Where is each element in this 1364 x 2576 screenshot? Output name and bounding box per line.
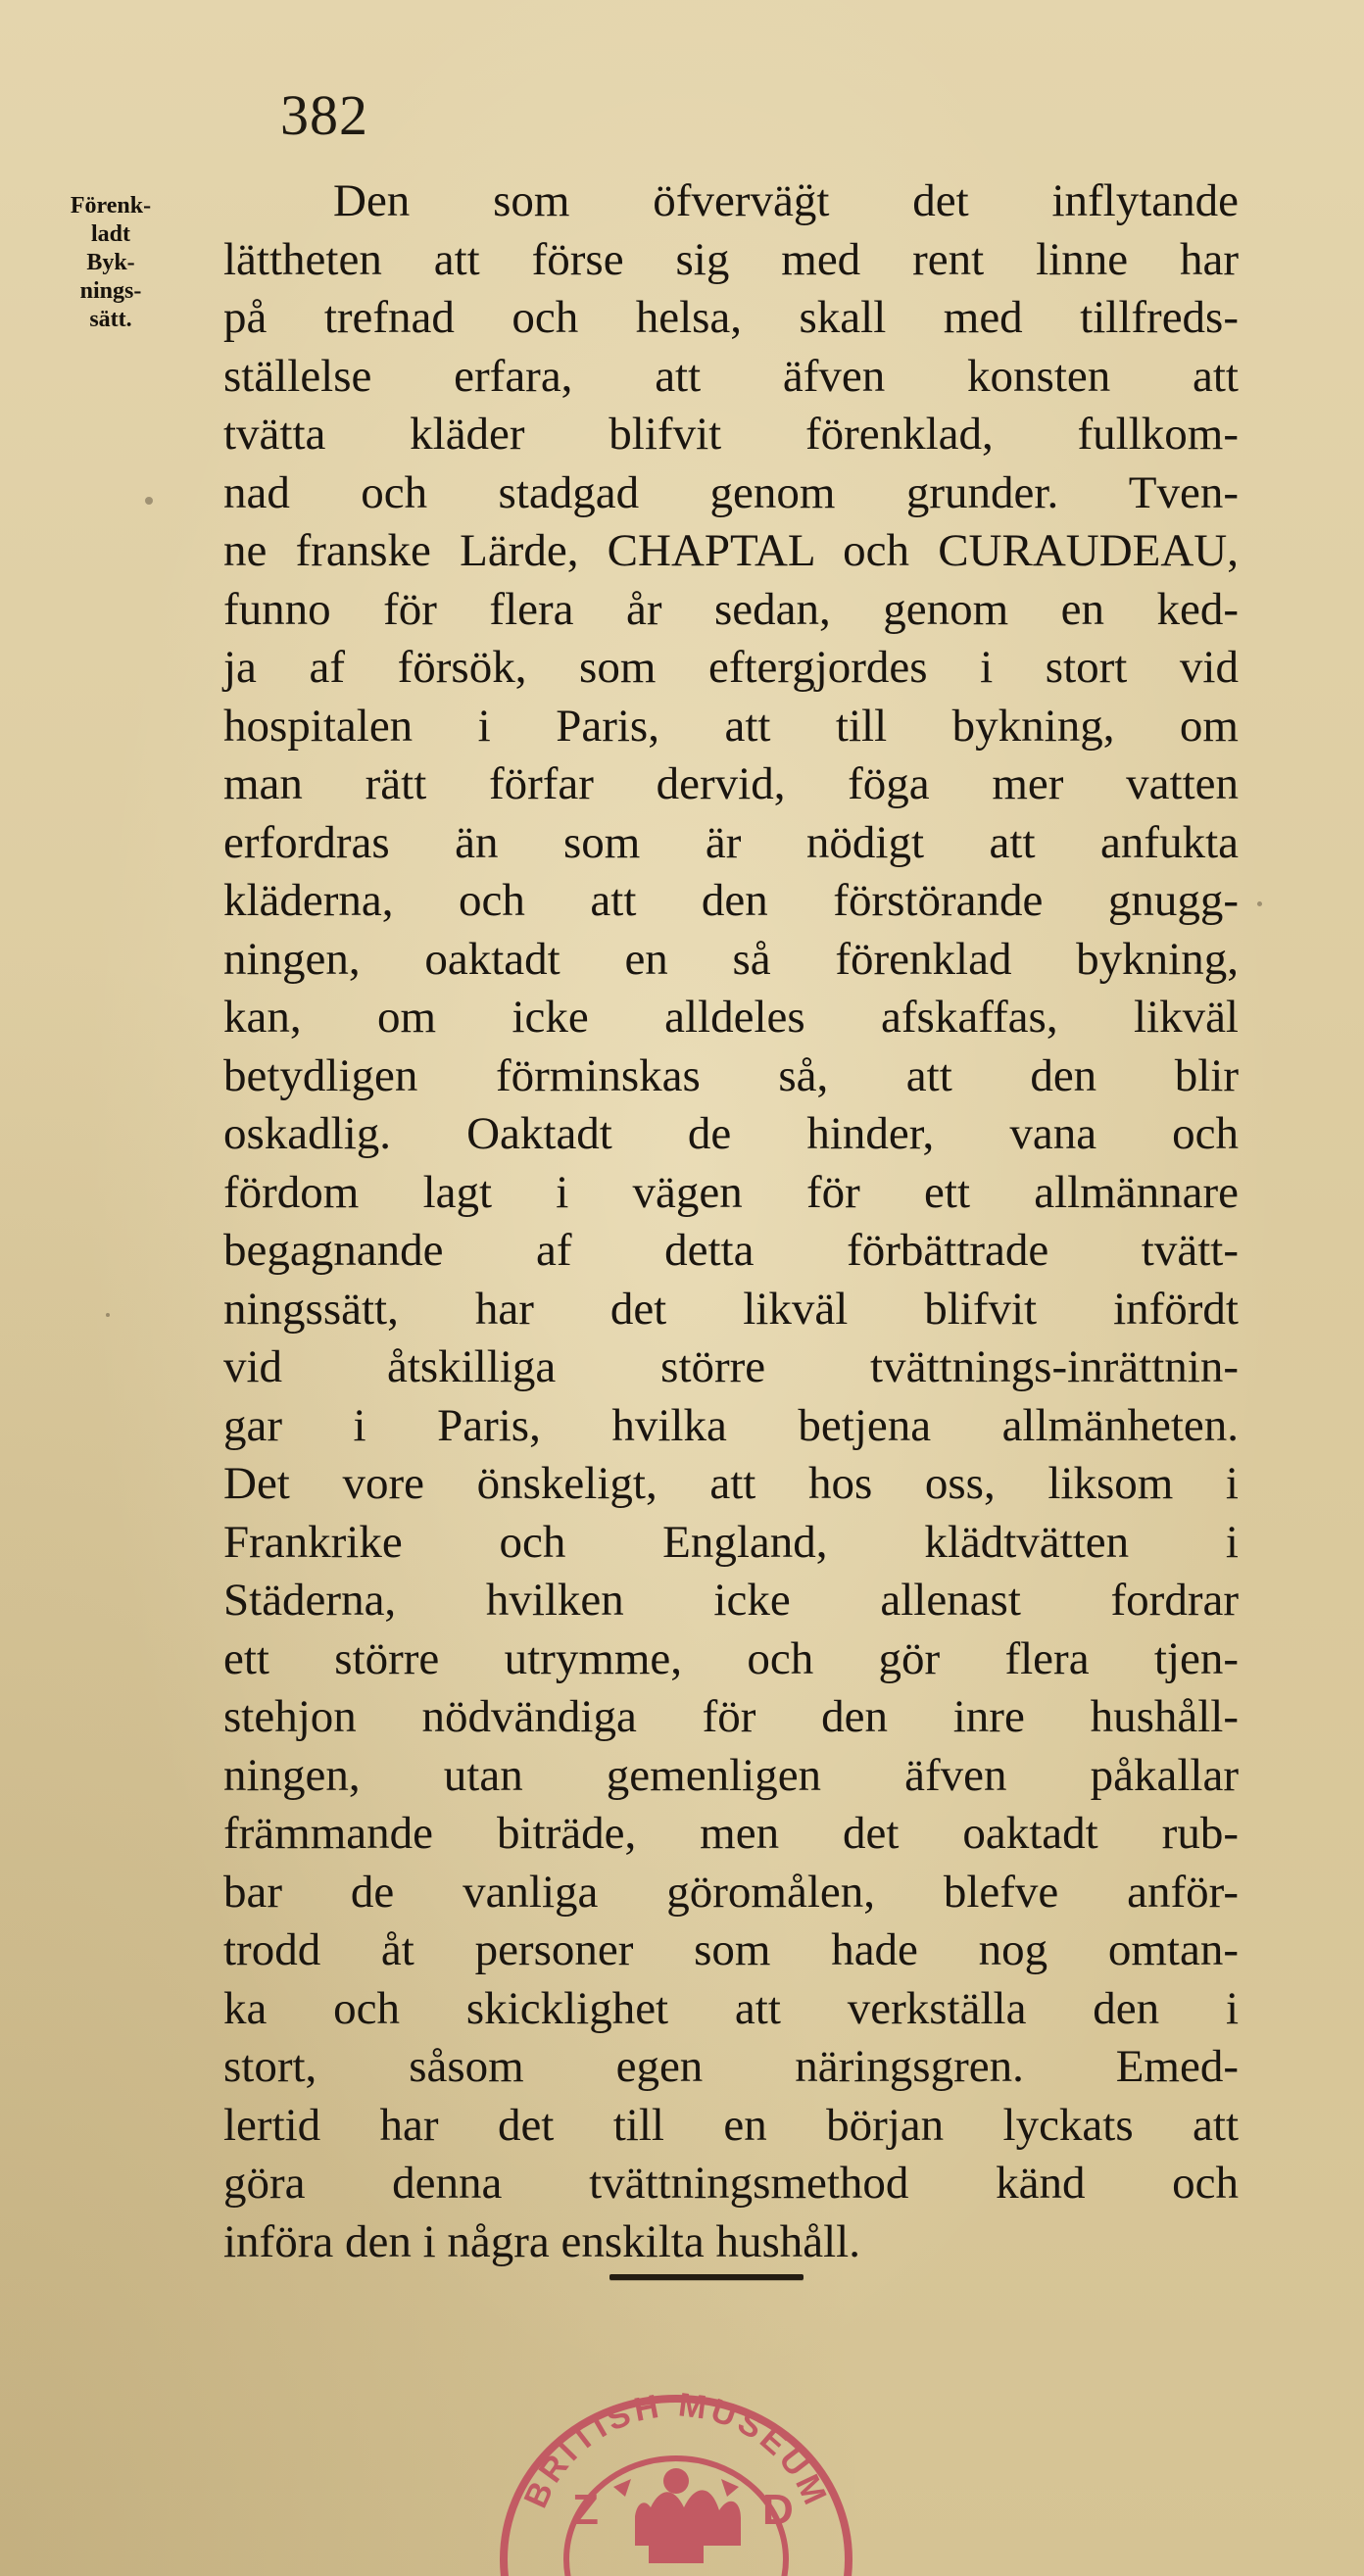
stamp-arc-text: BRITISH MUSEUM: [516, 2386, 836, 2514]
marginal-note-line: Byk-: [86, 250, 135, 275]
text-line: funno för flera år sedan, genom en ked-: [223, 583, 1239, 635]
text-line: på trefnad och helsa, skall med tillfreds-: [223, 292, 1239, 343]
text-line: fördom lagt i vägen för ett allmännare: [223, 1166, 1239, 1218]
text-line: ställelse erfara, att äfven konsten att: [223, 350, 1239, 402]
text-line: vid åtskilliga större tvättnings-inrättnin-: [223, 1341, 1239, 1392]
text-line: ja af försök, som eftergjordes i stort vid: [223, 642, 1239, 693]
marginal-note-line: ladt: [90, 221, 130, 247]
marginal-note-line: Förenk-: [70, 193, 152, 219]
text-line: ett större utrymme, och gör flera tjen-: [223, 1632, 1239, 1684]
text-line: ningssätt, har det likväl blifvit infördt: [223, 1283, 1239, 1335]
text-line: Frankrike och England, klädtvätten i: [223, 1516, 1239, 1568]
paper-speck: [106, 1313, 110, 1317]
text-line: ningen, utan gemenligen äfven påkallar: [223, 1749, 1239, 1801]
text-line: Städerna, hvilken icke allenast fordrar: [223, 1575, 1239, 1626]
text-line: införa den i några enskilta hushåll.: [223, 2215, 860, 2267]
text-line: ningen, oaktadt en så förenklad bykning,: [223, 933, 1239, 985]
text-line: lättheten att förse sig med rent linne har: [223, 233, 1239, 285]
text-line: stort, såsom egen näringsgren. Emed-: [223, 2041, 1239, 2092]
marginal-note: [18, 192, 204, 334]
text-line: erfordras än som är nödigt att anfukta: [223, 816, 1239, 868]
library-stamp: [464, 2381, 888, 2576]
text-line: tvätta kläder blifvit förenklad, fullkom-: [223, 409, 1239, 460]
text-line: kan, om icke alldeles afskaffas, likväl: [223, 992, 1239, 1043]
stamp-crest-icon: [613, 2468, 741, 2563]
text-line: bar de vanliga göromålen, blefve anför-: [223, 1866, 1239, 1918]
body-text: [223, 172, 1239, 2271]
text-line: nad och stadgad genom grunder. Tven-: [223, 466, 1239, 518]
text-line: begagnande af detta förbättrade tvätt-: [223, 1225, 1239, 1276]
text-line: stehjon nödvändiga för den inre hushåll-: [223, 1691, 1239, 1742]
page-number: 382: [280, 83, 368, 147]
text-line: göra denna tvättningsmethod känd och: [223, 2158, 1239, 2209]
text-line: oskadlig. Oaktadt de hinder, vana och: [223, 1108, 1239, 1159]
text-line: lertid har det till en början lyckats att: [223, 2099, 1239, 2151]
text-line: främmande biträde, men det oaktadt rub-: [223, 1808, 1239, 1859]
section-divider: [609, 2274, 804, 2280]
text-line: Det vore önskeligt, att hos oss, liksom i: [223, 1458, 1239, 1509]
text-line: kläderna, och att den förstörande gnugg-: [223, 875, 1239, 926]
paper-speck: [145, 497, 153, 505]
paper-speck: [1257, 901, 1262, 906]
text-line: ne franske Lärde, CHAPTAL och CURAUDEAU,: [223, 525, 1239, 576]
library-stamp-svg: [464, 2381, 888, 2576]
text-line: man rätt förfar dervid, föga mer vatten: [223, 758, 1239, 809]
text-line: betydligen förminskas så, att den blir: [223, 1049, 1239, 1101]
text-line: gar i Paris, hvilka betjena allmänheten.: [223, 1399, 1239, 1451]
stamp-left-letter: Z: [572, 2486, 599, 2534]
marginal-note-line: nings-: [79, 278, 142, 304]
text-line: trodd åt personer som hade nog omtan-: [223, 1924, 1239, 1975]
text-line: ka och skicklighet att verkställa den i: [223, 1982, 1239, 2034]
marginal-note-line: sätt.: [89, 307, 132, 332]
text-line: hospitalen i Paris, att till bykning, om: [223, 700, 1239, 752]
stamp-right-letter: D: [762, 2486, 794, 2534]
text-line: Den som öfverväg̈t det inflytande: [333, 175, 1239, 226]
